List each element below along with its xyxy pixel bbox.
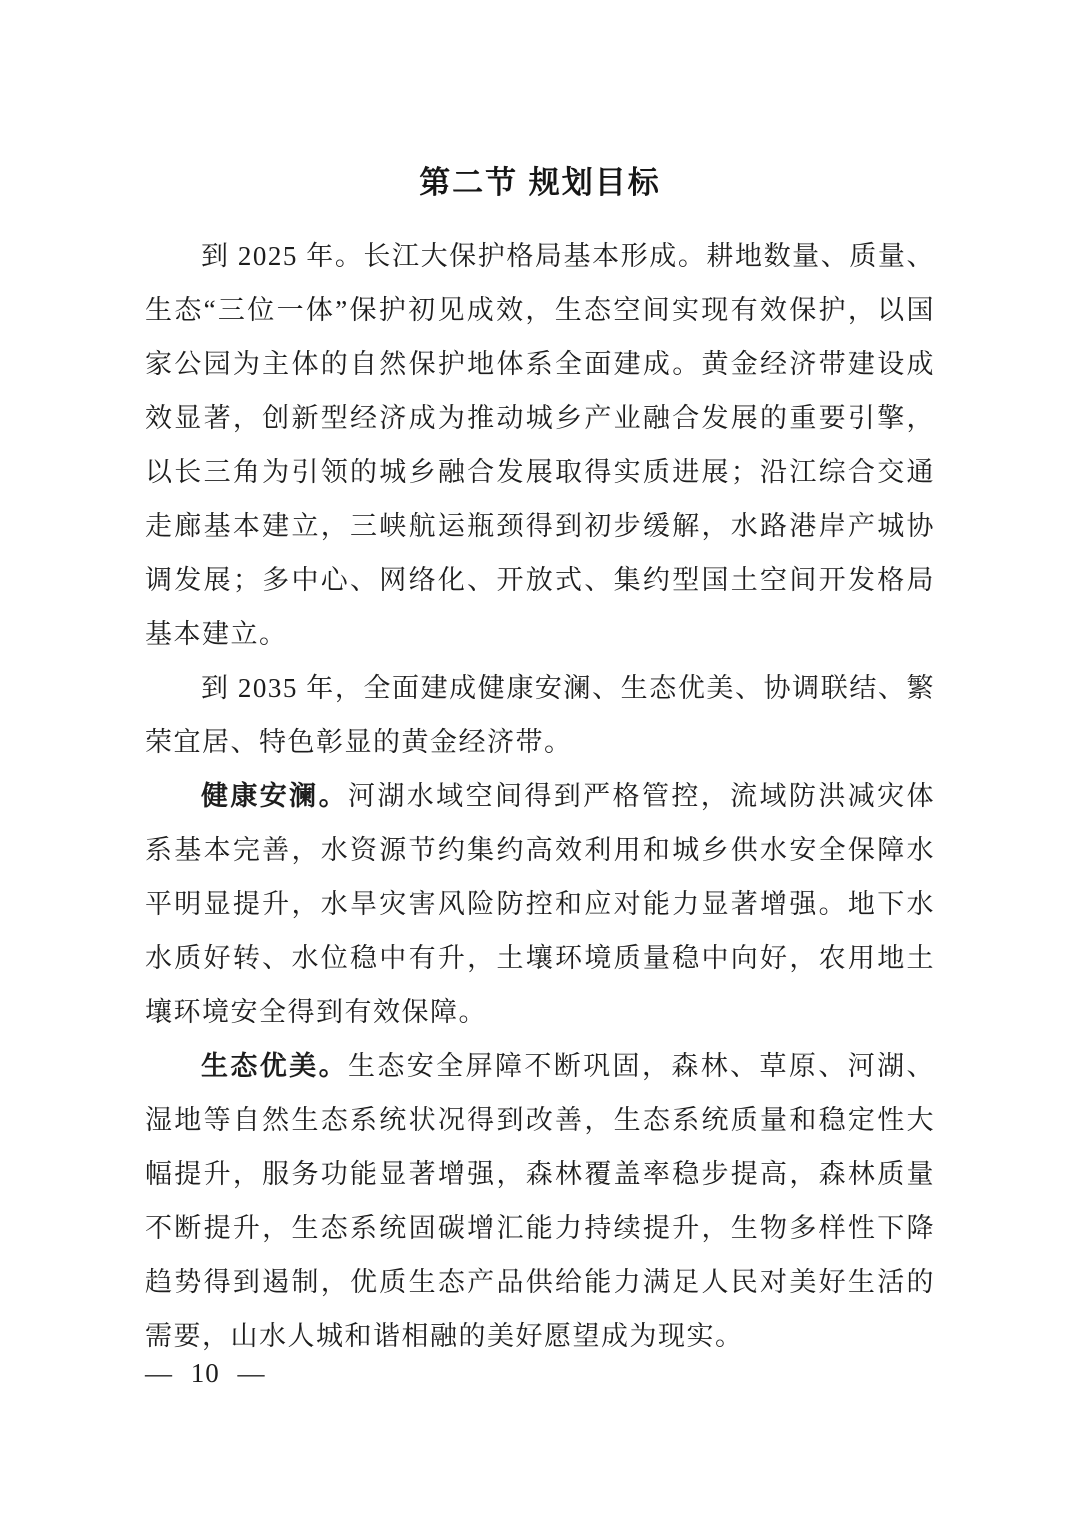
paragraph-text: 生态安全屏障不断巩固，森林、草原、河湖、湿地等自然生态系统状况得到改善，生态系统质量和稳定性大幅提升，服务功能显著增强，森林覆盖率稳步提高，森林质量不断提升，生态系统固碳增汇能力持续提升，生物多样性下降趋势得到遏制，优质生态产品供给能力满足人民对美好生活的需要，山水人城和谐相融的美好愿望成为现实。 [145, 1051, 936, 1351]
paragraph-lead: 生态优美。 [201, 1051, 348, 1081]
paragraph-lead: 健康安澜。 [201, 781, 348, 811]
paragraph-text: 到 2035 年，全面建成健康安澜、生态优美、协调联结、繁荣宜居、特色彰显的黄金经济带。 [145, 673, 935, 757]
paragraph [145, 1039, 935, 1363]
page-number: — 10 — [145, 1358, 266, 1388]
paragraph [145, 661, 935, 769]
section-title: 第二节 规划目标 [419, 165, 661, 200]
document-body [145, 229, 935, 1363]
paragraph [145, 229, 935, 661]
paragraph-text: 到 2025 年。长江大保护格局基本形成。耕地数量、质量、生态“三位一体”保护初见成效，生态空间实现有效保护，以国家公园为主体的自然保护地体系全面建成。黄金经济带建设成效显著，创新型经济成为推动城乡产业融合发展的重要引擎，以长三角为引领的城乡融合发展取得实质进展；沿江综合交通走廊基本建立，三峡航运瓶颈得到初步缓解，水路港岸产城协调发展；多中心、网络化、开放式、集约型国土空间开发格局基本建立。 [145, 241, 935, 649]
paragraph-text: 河湖水域空间得到严格管控，流域防洪减灾体系基本完善，水资源节约集约高效利用和城乡供水安全保障水平明显提升，水旱灾害风险防控和应对能力显著增强。地下水水质好转、水位稳中有升，土壤环境质量稳中向好，农用地土壤环境安全得到有效保障。 [145, 781, 936, 1027]
paragraph [145, 769, 935, 1039]
